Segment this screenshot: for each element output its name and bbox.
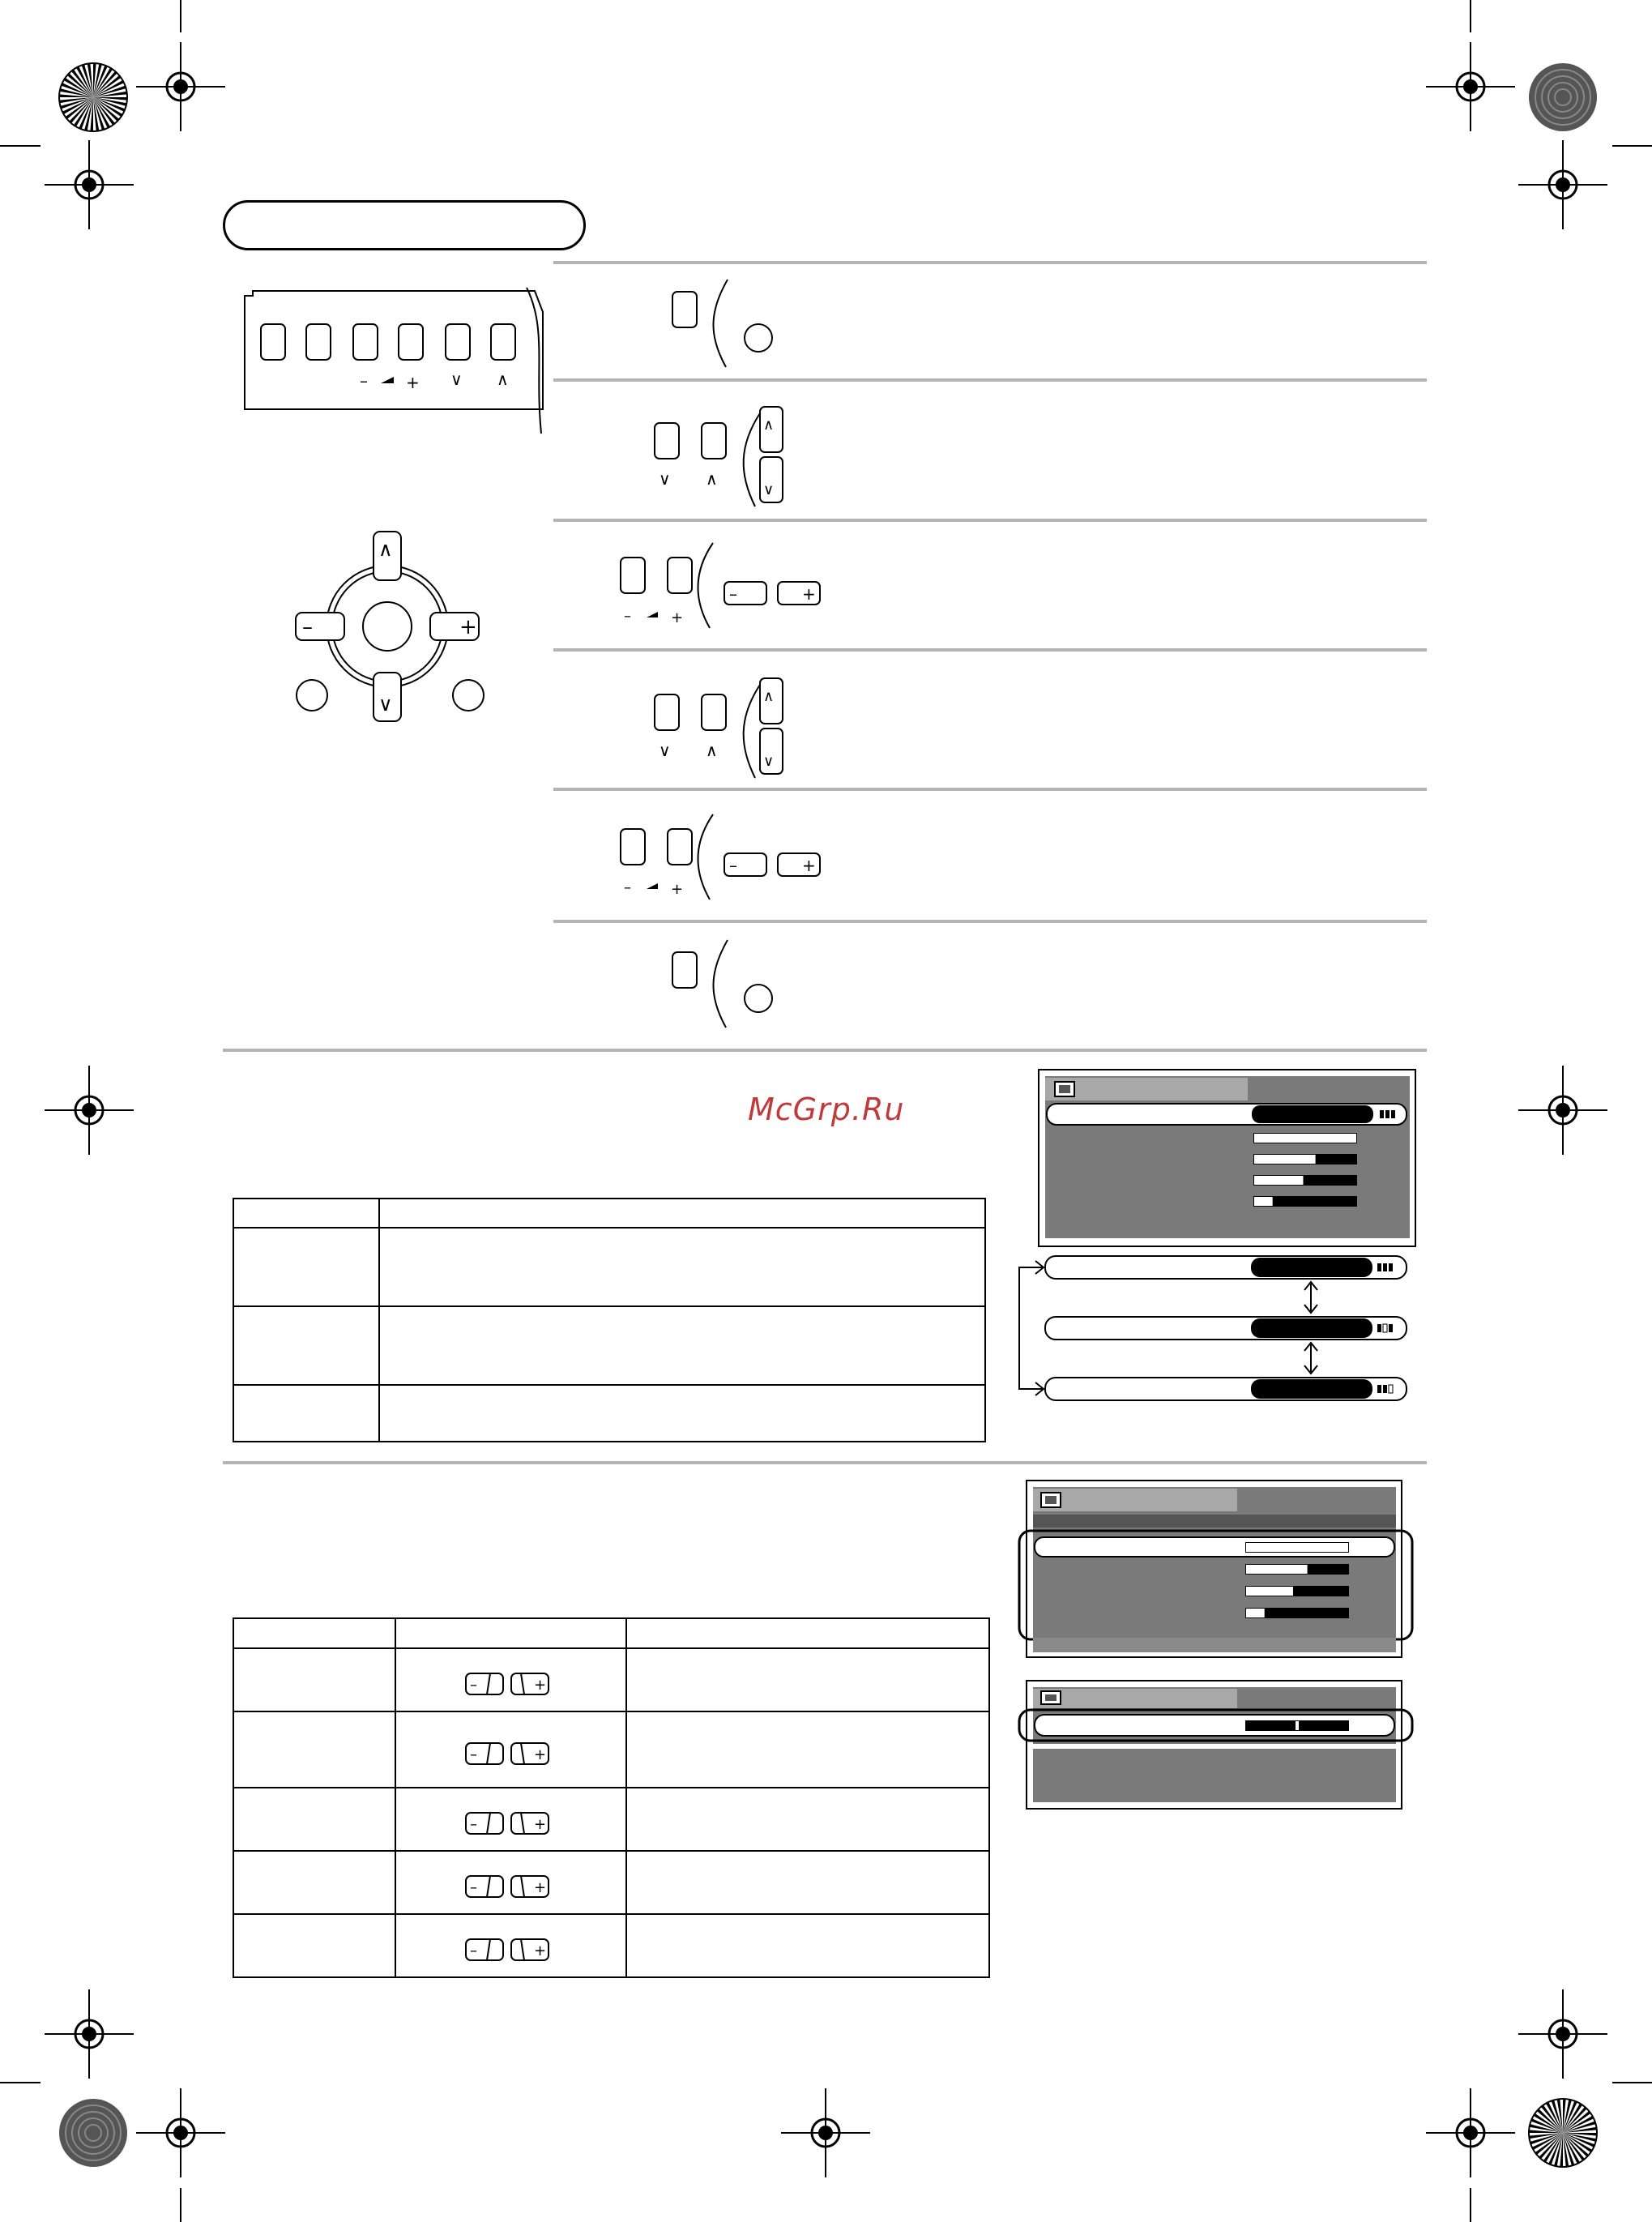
down-symbol: ∨ <box>378 693 393 716</box>
table-row <box>233 1306 985 1385</box>
table-row <box>233 1228 985 1306</box>
svg-text:∨: ∨ <box>763 481 775 498</box>
down-symbol: ∨ <box>450 370 463 389</box>
registration-mark-icon <box>45 1066 134 1155</box>
registration-mark-icon <box>1518 140 1607 229</box>
panel-button <box>353 324 378 360</box>
remote-navigation-pad <box>288 527 490 729</box>
minus-plus-rocker-icon <box>463 1737 560 1769</box>
minus-plus-rocker-icon <box>463 1933 560 1965</box>
registration-mark-icon <box>1518 1989 1607 2079</box>
panel-button <box>306 324 331 360</box>
rule-divider <box>553 378 1427 382</box>
level-bar-fill <box>1254 1176 1303 1185</box>
svg-text:–: – <box>729 584 737 604</box>
mode-option-1 <box>1045 1256 1407 1279</box>
osd-menu-adjust <box>1017 1479 1422 1661</box>
minus-symbol: – <box>360 371 368 391</box>
tv-symbol-icon <box>1041 1493 1061 1507</box>
table-row <box>233 1788 989 1851</box>
minus-symbol: – <box>302 615 313 639</box>
svg-text:–: – <box>469 1677 477 1694</box>
panel-button <box>446 324 470 360</box>
minus-plus-rocker-icon <box>463 1667 560 1699</box>
svg-text:∧: ∧ <box>763 417 775 434</box>
svg-text:+: + <box>533 1677 546 1694</box>
table-row <box>233 1618 989 1648</box>
svg-text:∧: ∧ <box>763 688 775 705</box>
rule-divider <box>553 519 1427 522</box>
table-row <box>233 1711 989 1788</box>
svg-text:+: + <box>671 609 684 626</box>
svg-text:–: – <box>469 1879 477 1896</box>
registration-mark-icon <box>136 42 225 131</box>
svg-text:–: – <box>469 1746 477 1763</box>
panel-button <box>399 324 423 360</box>
tv-symbol-icon <box>1055 1082 1074 1096</box>
level-bar-fill <box>1254 1134 1356 1143</box>
step-icon-row-5 <box>616 806 826 904</box>
svg-text:–: – <box>624 608 631 625</box>
table-row <box>233 1199 985 1228</box>
volume-icon <box>381 377 394 383</box>
round-button <box>297 680 327 711</box>
round-button <box>453 680 484 711</box>
plus-symbol: + <box>406 373 420 392</box>
mode-cycle-illustration <box>1013 1248 1418 1410</box>
watermark: McGrp.Ru <box>748 1092 905 1127</box>
step-icon-row-4 <box>648 669 802 782</box>
level-bar-fill <box>1246 1609 1265 1617</box>
table-row <box>233 1648 989 1711</box>
registration-mark-icon <box>1518 1066 1607 1155</box>
registration-mark-icon <box>781 2088 870 2177</box>
step-icon-row-1 <box>664 271 802 373</box>
svg-text:∧: ∧ <box>706 741 718 760</box>
svg-text:∨: ∨ <box>659 741 671 760</box>
svg-text:+: + <box>533 1879 546 1896</box>
svg-text:∧: ∧ <box>706 469 718 489</box>
svg-text:+: + <box>533 1942 546 1959</box>
ok-button <box>363 602 412 651</box>
svg-text:–: – <box>469 1942 477 1959</box>
svg-text:+: + <box>802 584 816 604</box>
tv-front-panel-illustration <box>235 280 551 442</box>
svg-text:–: – <box>729 856 737 875</box>
svg-text:–: – <box>624 879 631 896</box>
rule-divider <box>553 648 1427 652</box>
level-bar-marker <box>1296 1721 1299 1730</box>
step-icon-row-2 <box>648 397 802 511</box>
level-bar-fill <box>1254 1197 1273 1206</box>
color-wheel-icon <box>1529 63 1597 131</box>
table-row <box>233 1851 989 1914</box>
adjustment-table <box>233 1617 990 1978</box>
up-symbol: ∧ <box>378 538 393 561</box>
color-wheel-icon <box>59 63 127 131</box>
svg-text:∨: ∨ <box>763 753 775 770</box>
up-symbol: ∧ <box>497 370 509 389</box>
registration-mark-icon <box>45 1989 134 2079</box>
mode-table <box>233 1198 986 1442</box>
plus-symbol: + <box>459 615 477 639</box>
color-wheel-icon <box>1529 2099 1597 2167</box>
minus-plus-rocker-icon <box>463 1806 560 1839</box>
mode-option-2 <box>1045 1317 1407 1340</box>
svg-text:–: – <box>469 1816 477 1833</box>
registration-mark-icon <box>136 2088 225 2177</box>
level-bar-fill <box>1254 1155 1316 1164</box>
section-header-tab <box>223 200 586 250</box>
table-row <box>233 1914 989 1977</box>
registration-mark-icon <box>1426 2088 1515 2177</box>
step-icon-row-3 <box>616 535 826 632</box>
svg-text:+: + <box>533 1746 546 1763</box>
level-bar-fill <box>1246 1587 1293 1596</box>
minus-plus-rocker-icon <box>463 1869 560 1902</box>
svg-text:+: + <box>802 856 816 875</box>
svg-text:+: + <box>671 881 684 898</box>
rule-divider <box>553 261 1427 264</box>
svg-text:+: + <box>533 1816 546 1833</box>
registration-mark-icon <box>45 140 134 229</box>
osd-menu-single-adjust <box>1017 1679 1422 1813</box>
panel-button <box>491 324 515 360</box>
svg-text:∨: ∨ <box>659 469 671 489</box>
table-row <box>233 1385 985 1442</box>
tv-symbol-icon <box>1041 1691 1061 1704</box>
level-bar-fill <box>1246 1543 1348 1552</box>
rule-divider <box>223 1461 1427 1464</box>
level-bar-fill <box>1246 1565 1308 1574</box>
color-wheel-icon <box>59 2099 127 2167</box>
rule-divider <box>553 920 1427 923</box>
rule-divider <box>223 1049 1427 1052</box>
registration-mark-icon <box>1426 42 1515 131</box>
panel-button <box>261 324 285 360</box>
mode-option-3 <box>1045 1378 1407 1400</box>
rule-divider <box>553 788 1427 791</box>
step-icon-row-6 <box>664 932 802 1033</box>
